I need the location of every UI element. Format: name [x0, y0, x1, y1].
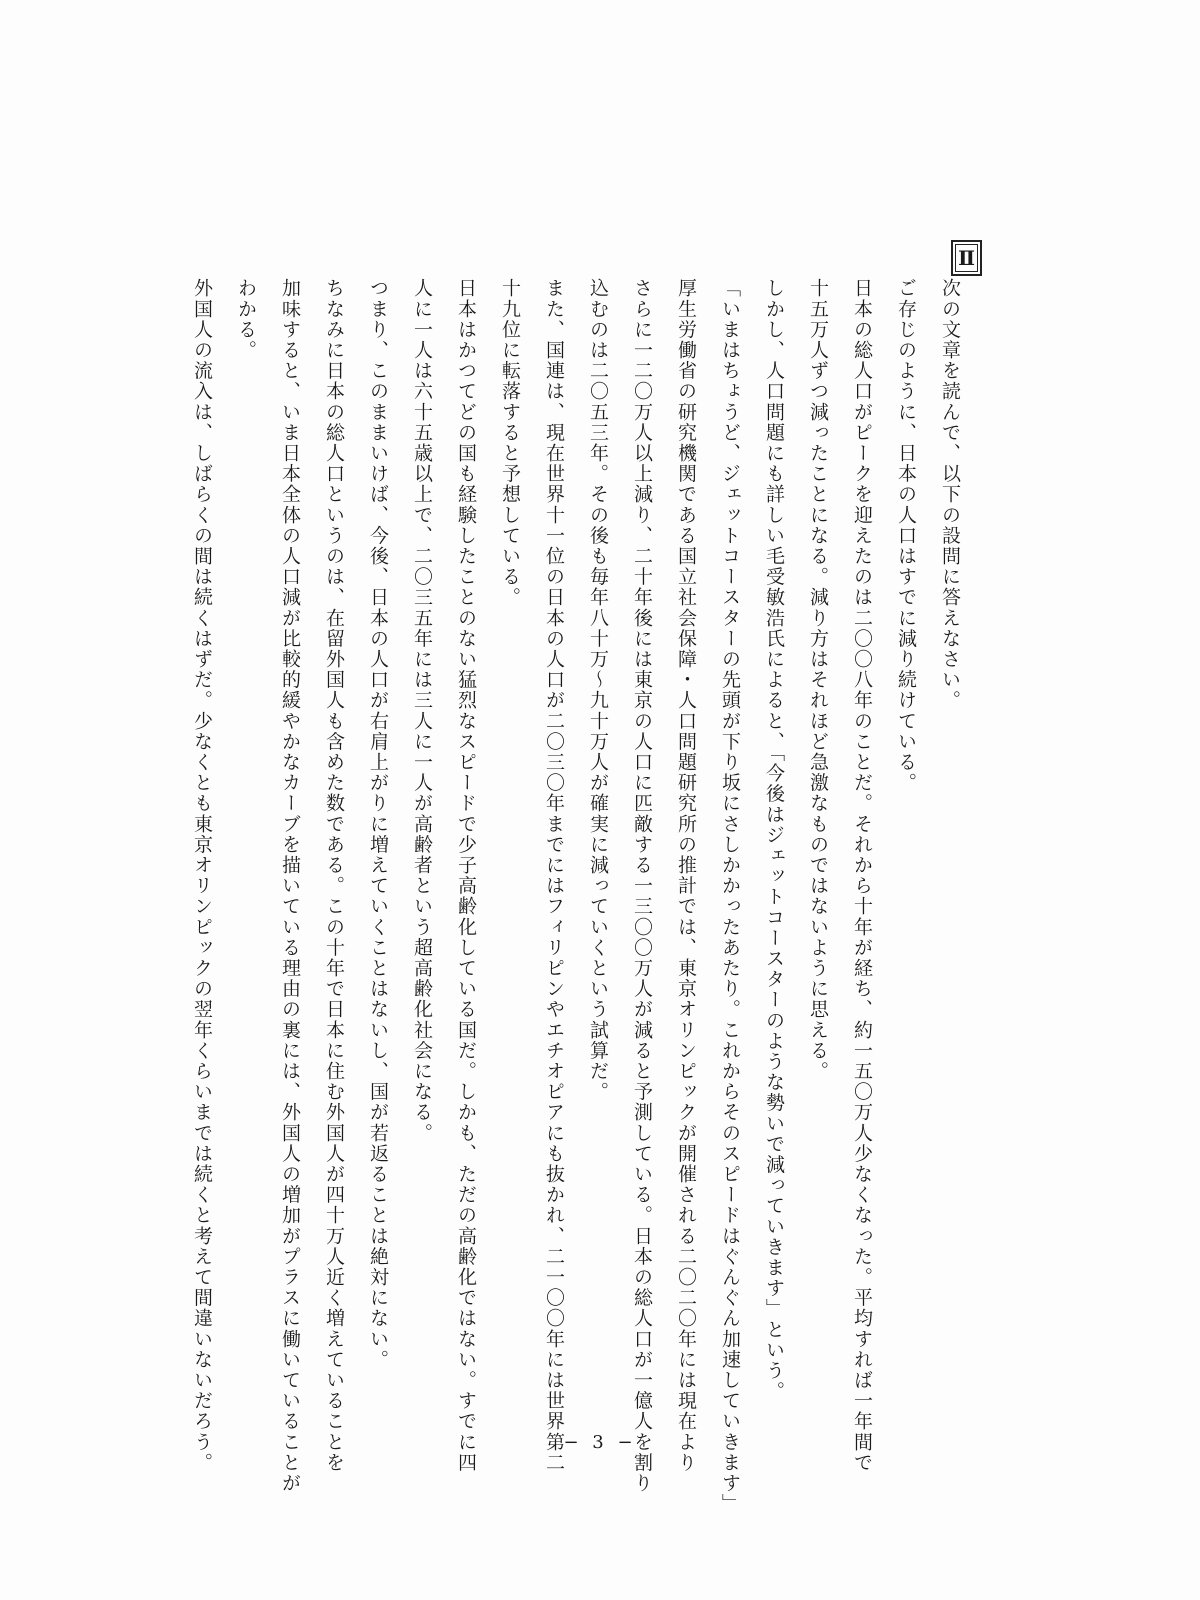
- passage-line: さらに一二〇万人以上減り、二十年後には東京の人口に匹敵する一三〇〇万人が減ると予測している。日本の総人口が一億人を割り: [631, 278, 653, 1494]
- page-number: − 3 −: [563, 1432, 637, 1453]
- passage-line: 人に一人は六十五歳以上で、二〇三五年には三人に一人が高齢者という超高齢化社会になる。: [411, 278, 433, 1144]
- passage-line: 加味すると、いま日本全体の人口減が比較的緩やかなカーブを描いている理由の裏には、外国人の増加がプラスに働いていることが: [279, 278, 301, 1494]
- passage-line: わかる。: [235, 278, 257, 361]
- passage-line: また、国連は、現在世界十一位の日本の人口が二〇三〇年までにはフィリピンやエチオピアにも抜かれ、二一〇〇年には世界第二: [543, 278, 565, 1473]
- passage-line: しかし、人口問題にも詳しい毛受敏浩氏によると、「今後はジェットコースターのような勢いで減っていきます」という。: [763, 278, 785, 1402]
- instruction-line: 次の文章を読んで、以下の設問に答えなさい。: [939, 278, 961, 711]
- passage-line: 十九位に転落すると予想している。: [499, 278, 521, 608]
- passage-line: 十五万人ずつ減ったことになる。減り方はそれほど急激なものではないように思える。: [807, 278, 829, 1082]
- section-number-box: Ⅱ: [951, 240, 982, 276]
- passage-line: つまり、このままいけば、今後、日本の人口が右肩上がりに増えていくことはないし、国が若返ることは絶対にない。: [367, 278, 389, 1370]
- passage-line: 「いまはちょうど、ジェットコースターの先頭が下り坂にさしかかったあたり。これからそのスピードはぐんぐん加速していきます」: [719, 278, 741, 1514]
- passage-line: ご存じのように、日本の人口はすでに減り続けている。: [895, 278, 917, 793]
- passage-line: 日本はかつてどの国も経験したことのない猛烈なスピードで少子高齢化している国だ。しかも、ただの高齢化ではない。すでに四: [455, 278, 477, 1473]
- passage-line: ちなみに日本の総人口というのは、在留外国人も含めた数である。この十年で日本に住む外国人が四十万人近く増えていることを: [323, 278, 345, 1473]
- passage-line: 外国人の流入は、しばらくの間は続くはずだ。少なくとも東京オリンピックの翌年くらいまでは続くと考えて間違いないだろう。: [191, 278, 213, 1473]
- passage-text: [191, 278, 972, 1514]
- passage-line: 日本の総人口がピークを迎えたのは二〇〇八年のことだ。それから十年が経ち、約一五〇万人少なくなった。平均すれば一年間で: [851, 278, 873, 1473]
- passage-line: 込むのは二〇五三年。その後も毎年八十万〜九十万人が確実に減っていくという試算だ。: [587, 278, 609, 1102]
- passage-line: 厚生労働省の研究機関である国立社会保障・人口問題研究所の推計では、東京オリンピックが開催される二〇二〇年には現在より: [675, 278, 697, 1473]
